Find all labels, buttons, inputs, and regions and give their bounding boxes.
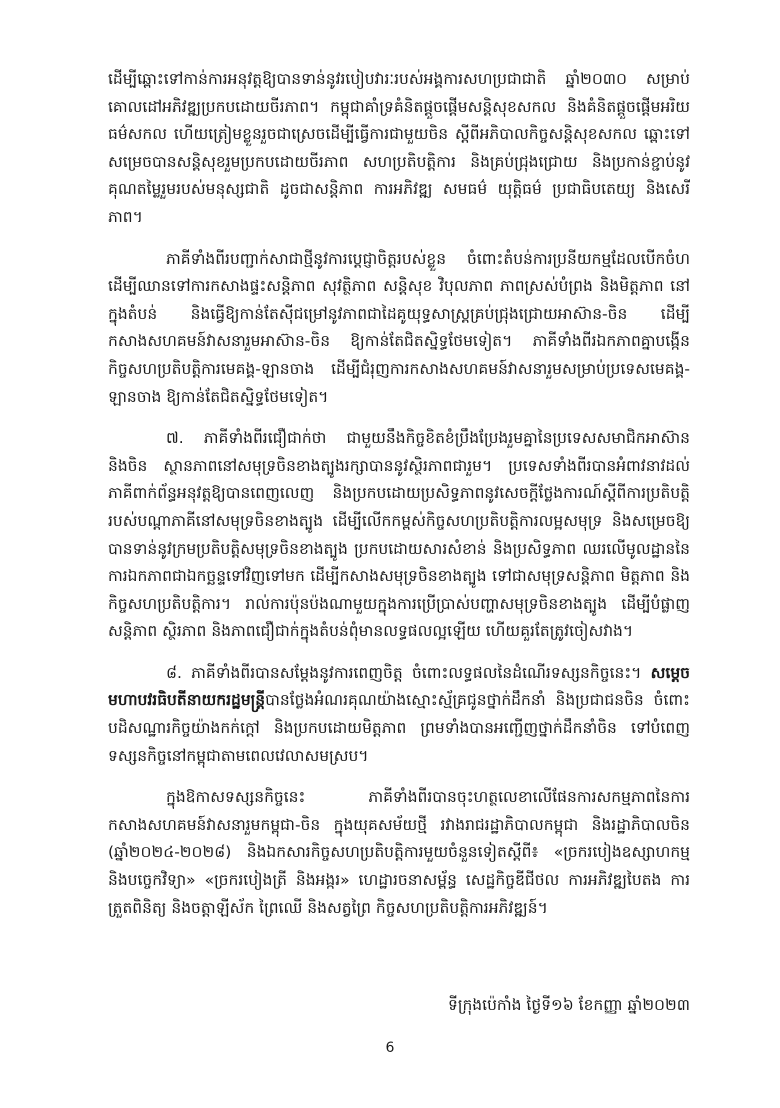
place-and-date: ទីក្រុងប៉េកាំង ថ្ងៃទី១៦ ខែកញ្ញា ឆ្នាំ២០២៣ [448, 996, 690, 1014]
page-number: 6 [385, 1040, 395, 1056]
prime-minister-title: សម្តេចមហាបវរធិបតីនាយករដ្ឋមន្ត្រី [108, 663, 690, 710]
paragraph-text-after: បានថ្លែងអំណរគុណយ៉ាងស្មោះស្ម័គ្រជូនថ្នាក់ដឹកនាំ និងប្រជាជនចិន ចំពោះបដិសណ្ឋារកិច្ចយ៉ាងកក់ក្តៅ និងប្រកបដោយមិត្តភាព ព្រមទាំងបានអញ្ជើញថ្នាក់ដឹកនាំចិន ទៅបំពេញទស្សនកិច្ចនៅកម្ពុជាតាមពេលវេលាសមស្រប។ [108, 691, 690, 765]
document-body [108, 66, 690, 936]
paragraph-point-7-south-china-sea: ៧. ភាគីទាំងពីរជឿជាក់ថា ជាមួយនឹងកិច្ចខិតខំប្រឹងប្រែងរួមគ្នានៃប្រទេសសមាជិកអាស៊ាន និងចិន ស្ថានភាពនៅសមុទ្រចិនខាងត្បូងរក្សាបាននូវស្ថិរភាពជារួម។ ប្រទេសទាំងពីរបានអំពាវនាវដល់ភាគីពាក់ព័ន្ធអនុវត្តឱ្យបានពេញលេញ និងប្រកបដោយប្រសិទ្ធភាពនូវសេចក្តីថ្លែងការណ៍ស្តីពីការប្រតិបត្តិរបស់បណ្តាភាគីនៅសមុទ្រចិនខាងត្បូង ដើម្បីលើកកម្ពស់កិច្ចសហប្រតិបត្តិការលម្អសមុទ្រ និងសម្រេចឱ្យបានទាន់នូវក្រមប្រតិបត្តិសមុទ្រចិនខាងត្បូង ប្រកបដោយសារសំខាន់ និងប្រសិទ្ធភាព ឈរលើមូលដ្ឋាននៃការឯកភាពជាឯកច្ឆន្ទទៅវិញទៅមក ដើម្បីកសាងសមុទ្រចិនខាងត្បូង ទៅជាសមុទ្រសន្តិភាព មិត្តភាព និងកិច្ចសហប្រតិបត្តិការ។ រាល់ការប៉ុនប៉ងណាមួយក្នុងការប្រើប្រាស់បញ្ហាសមុទ្រចិនខាងត្បូង ដើម្បីបំផ្លាញសន្តិភាព ស្ថិរភាព និងភាពជឿជាក់ក្នុងតំបន់ពុំមានលទ្ធផលល្អឡើយ ហើយគួរតែត្រូវចៀសវាង។ [108, 429, 690, 641]
paragraph-signed-documents: ក្នុងឱកាសទស្សនកិច្ចនេះ ភាគីទាំងពីរបានចុះហត្ថលេខាលើផែនការសកម្មភាពនៃការកសាងសហគមន៍វាសនារួមកម្ពុជា-ចិន ក្នុងយុគសម័យថ្មី រវាងរាជរដ្ឋាភិបាលកម្ពុជា និងរដ្ឋាភិបាលចិន (ឆ្នាំ២០២៤-២០២៨) និងឯកសារកិច្ចសហប្រតិបត្តិការមួយចំនួនទៀតស្តីពី៖ «ច្រករបៀងឧស្សាហកម្ម និងបច្ចេកវិទ្យា» «ច្រករបៀងត្រី និងអង្ករ» ហេដ្ឋារចនាសម្ព័ន្ធ សេដ្ឋកិច្ចឌីជីថល ការអភិវឌ្ឍបៃតង ការត្រួតពិនិត្យ និងចត្តាឡីស័ក ព្រៃឈើ និងសត្វព្រៃ កិច្ចសហប្រតិបត្តិការអភិវឌ្ឍន៍។ [108, 788, 690, 917]
paragraph-continuation: ដើម្បីឆ្ពោះទៅកាន់ការអនុវត្តឱ្យបានទាន់នូវរបៀបវារៈរបស់អង្គការសហប្រជាជាតិ ឆ្នាំ២០៣០ សម្រាប់គោលដៅអភិវឌ្ឍប្រកបដោយចីរភាព។ កម្ពុជាគាំទ្រគំនិតផ្តួចផ្តើមសន្តិសុខសកល និងគំនិតផ្តួចផ្តើមអរិយធម៌សកល ហើយត្រៀមខ្លួនរួចជាស្រេចដើម្បីធ្វើការជាមួយចិន ស្តីពីអភិបាលកិច្ចសន្តិសុខសកល ឆ្ពោះទៅសម្រេចបានសន្តិសុខរួមប្រកបដោយចីរភាព សហប្រតិបត្តិការ និងគ្រប់ជ្រុងជ្រោយ និងប្រកាន់ខ្ជាប់នូវគុណតម្លៃរួមរបស់មនុស្សជាតិ ដូចជាសន្តិភាព ការអភិវឌ្ឍ សមធម៌ យុត្តិធម៌ ប្រជាធិបតេយ្យ និងសេរីភាព។ [108, 70, 690, 226]
paragraph-point-8-visit-results [108, 660, 690, 770]
paragraph-regional-cooperation: ភាគីទាំងពីរបញ្ជាក់សាជាថ្មីនូវការប្តេជ្ញាចិត្តរបស់ខ្លួន ចំពោះតំបន់ការប្រនីយកម្មដែលបើកចំហ ដើម្បីឈានទៅការកសាងផ្ទះសន្តិភាព សុវត្ថិភាព សន្តិសុខ វិបុលភាព ភាពស្រស់បំព្រង និងមិត្តភាព នៅក្នុងតំបន់ និងធ្វើឱ្យកាន់តែស៊ីជម្រៅនូវភាពជាដៃគូយុទ្ធសាស្ត្រគ្រប់ជ្រុងជ្រោយអាស៊ាន-ចិន ដើម្បីកសាងសហគមន៍វាសនារួមអាស៊ាន-ចិន ឱ្យកាន់តែជិតស្និទ្ធថែមទៀត។ ភាគីទាំងពីរឯកភាពគ្នាបង្កើនកិច្ចសហប្រតិបត្តិការមេគង្គ-ឡានចាង ដើម្បីជំរុញការកសាងសហគមន៍វាសនារួមសម្រាប់ប្រទេសមេគង្គ-ឡានចាង ឱ្យកាន់តែជិតស្និទ្ធថែមទៀត។ [108, 249, 690, 406]
paragraph-text-before: ៨. ភាគីទាំងពីរបានសម្តែងនូវការពេញចិត្ត ចំពោះលទ្ធផលនៃដំណើរទស្សនកិច្ចនេះ។ [166, 663, 651, 682]
